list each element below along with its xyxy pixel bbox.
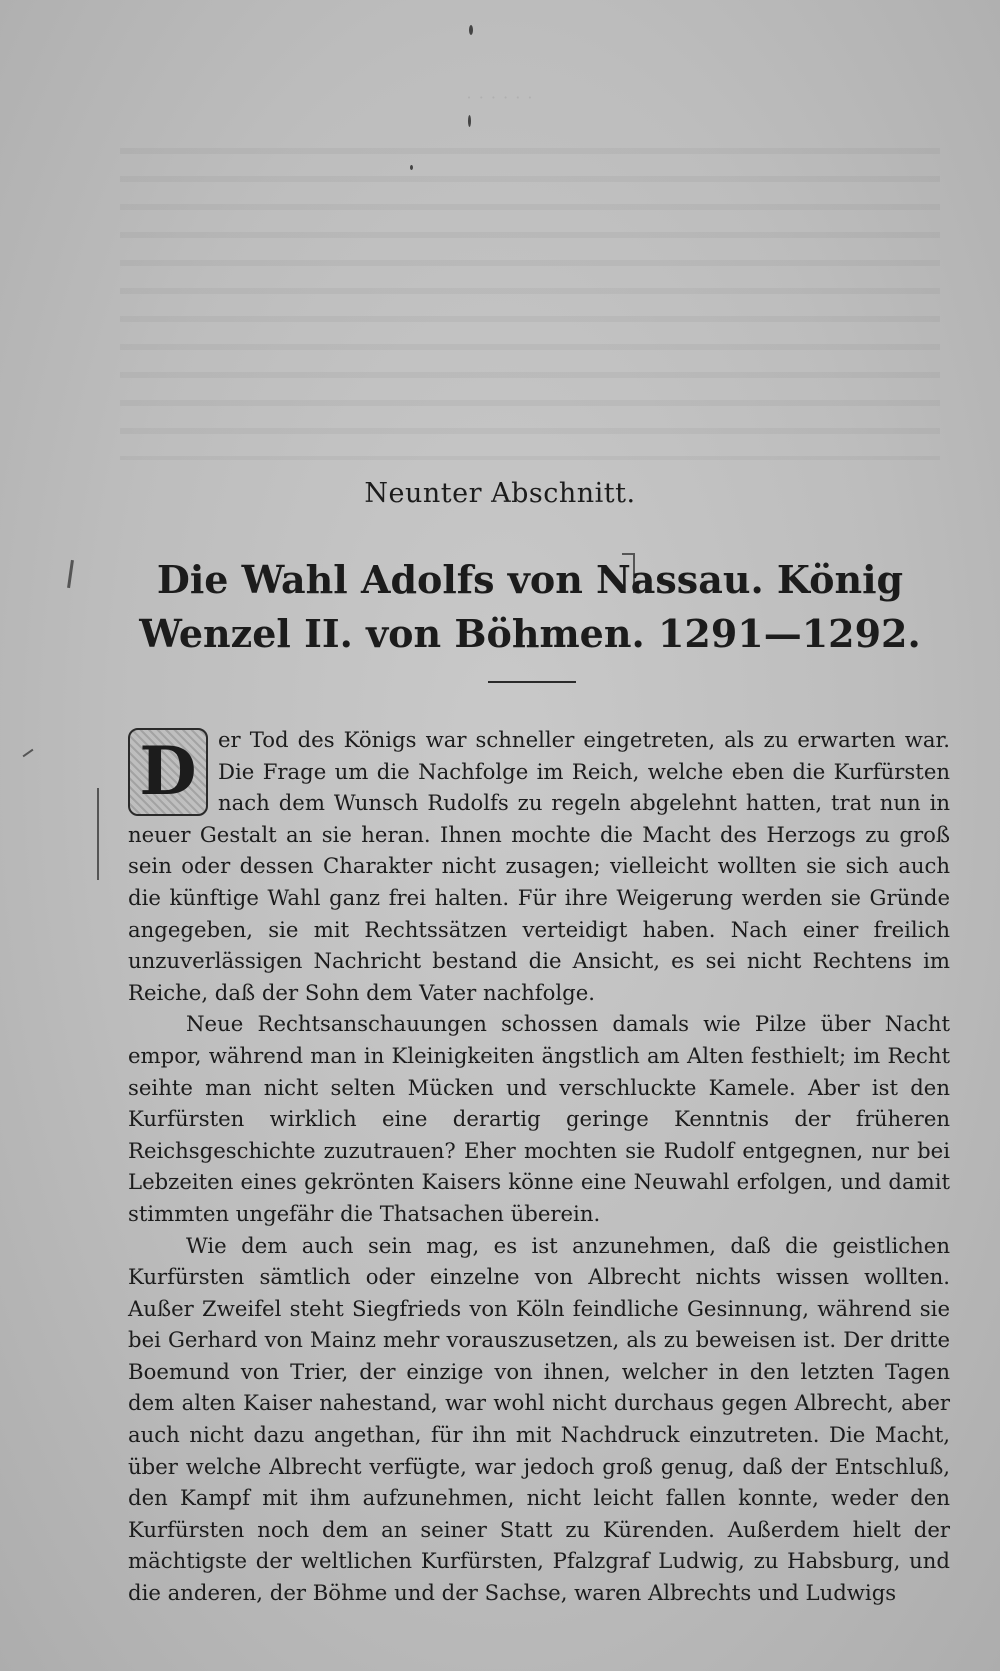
body-text [128, 724, 950, 1609]
bleed-through-text [120, 130, 940, 460]
ink-fleck [410, 165, 413, 170]
paragraph-text: er Tod des Königs war schneller eingetreten, als zu erwarten war. Die Frage um die Nachfolge im Reich, welche eben die Kurfürsten nach dem Wunsch Rudolfs zu regeln abgelehnt hatten, trat nun in neuer Gestalt an sie heran. Ihnen mochte die Macht des Herzogs zu groß sein oder dessen Charakter nicht zusagen; vielleicht wollten sie sich auch die künftige Wahl ganz frei halten. Für ihre Weigerung werden sie Gründe angegeben, sie mit Rechtssätzen verteidigt haben. Nach einer freilich unzuverlässigen Nachricht bestand die Ansicht, es sei nicht Rechtens im Reiche, daß der Sohn dem Vater nachfolge. [128, 727, 950, 1005]
bleed-through-header: · · · · · · [466, 88, 534, 107]
margin-pencil-mark [67, 560, 74, 588]
paragraph: Wie dem auch sein mag, es ist anzunehmen, daß die geistlichen Kurfürsten sämtlich oder einzelne von Albrecht nichts wissen wollten. Außer Zweifel steht Siegfrieds von Köln feindliche Gesinnung, während sie bei Gerhard von Mainz mehr vorauszusetzen, als zu beweisen ist. Der dritte Boemund von Trier, der einzige von ihnen, welcher in den letzten Tagen dem alten Kaiser nahestand, war wohl nicht durchaus gegen Albrecht, aber auch nicht dazu angethan, für ihn mit Nachdruck einzutreten. Die Macht, über welche Albrecht verfügte, war jedoch groß genug, daß der Entschluß, den Kampf mit ihm aufzunehmen, nicht leicht fallen konnte, weder den Kurfürsten noch dem an seiner Statt zu Kürenden. Außerdem hielt der mächtigste der weltlichen Kurfürsten, Pfalzgraf Ludwig, zu Habsburg, und die anderen, der Böhme und der Sachse, waren Albrechts und Ludwigs [128, 1232, 950, 1606]
paragraph: Neue Rechtsanschauungen schossen damals wie Pilze über Nacht empor, während man in Kleinigkeiten ängstlich am Alten festhielt; im Recht seihte man nicht selten Mücken und verschluckte Kamele. Aber ist den Kurfürsten wirklich eine derartig geringe Kenntnis der früheren Reichsgeschichte zuzutrauen? Eher mochten sie Rudolf entgegnen, nur bei Lebzeiten eines gekrönten Kaisers könne eine Neuwahl erfolgen, und damit stimmten ungefähr die Thatsachen überein. [128, 1011, 950, 1226]
drop-cap-initial: D [128, 728, 208, 816]
paragraph [128, 724, 950, 1008]
section-heading: Neunter Abschnitt. [364, 478, 636, 509]
margin-pencil-mark [97, 788, 99, 880]
margin-pencil-mark [23, 749, 34, 758]
ink-fleck [469, 25, 473, 35]
ink-fleck [468, 115, 471, 127]
title-divider [488, 681, 576, 683]
chapter-title: Die Wahl Adolfs von Nassau. König Wenzel II. von Böhmen. 1291—1292. [139, 557, 921, 656]
